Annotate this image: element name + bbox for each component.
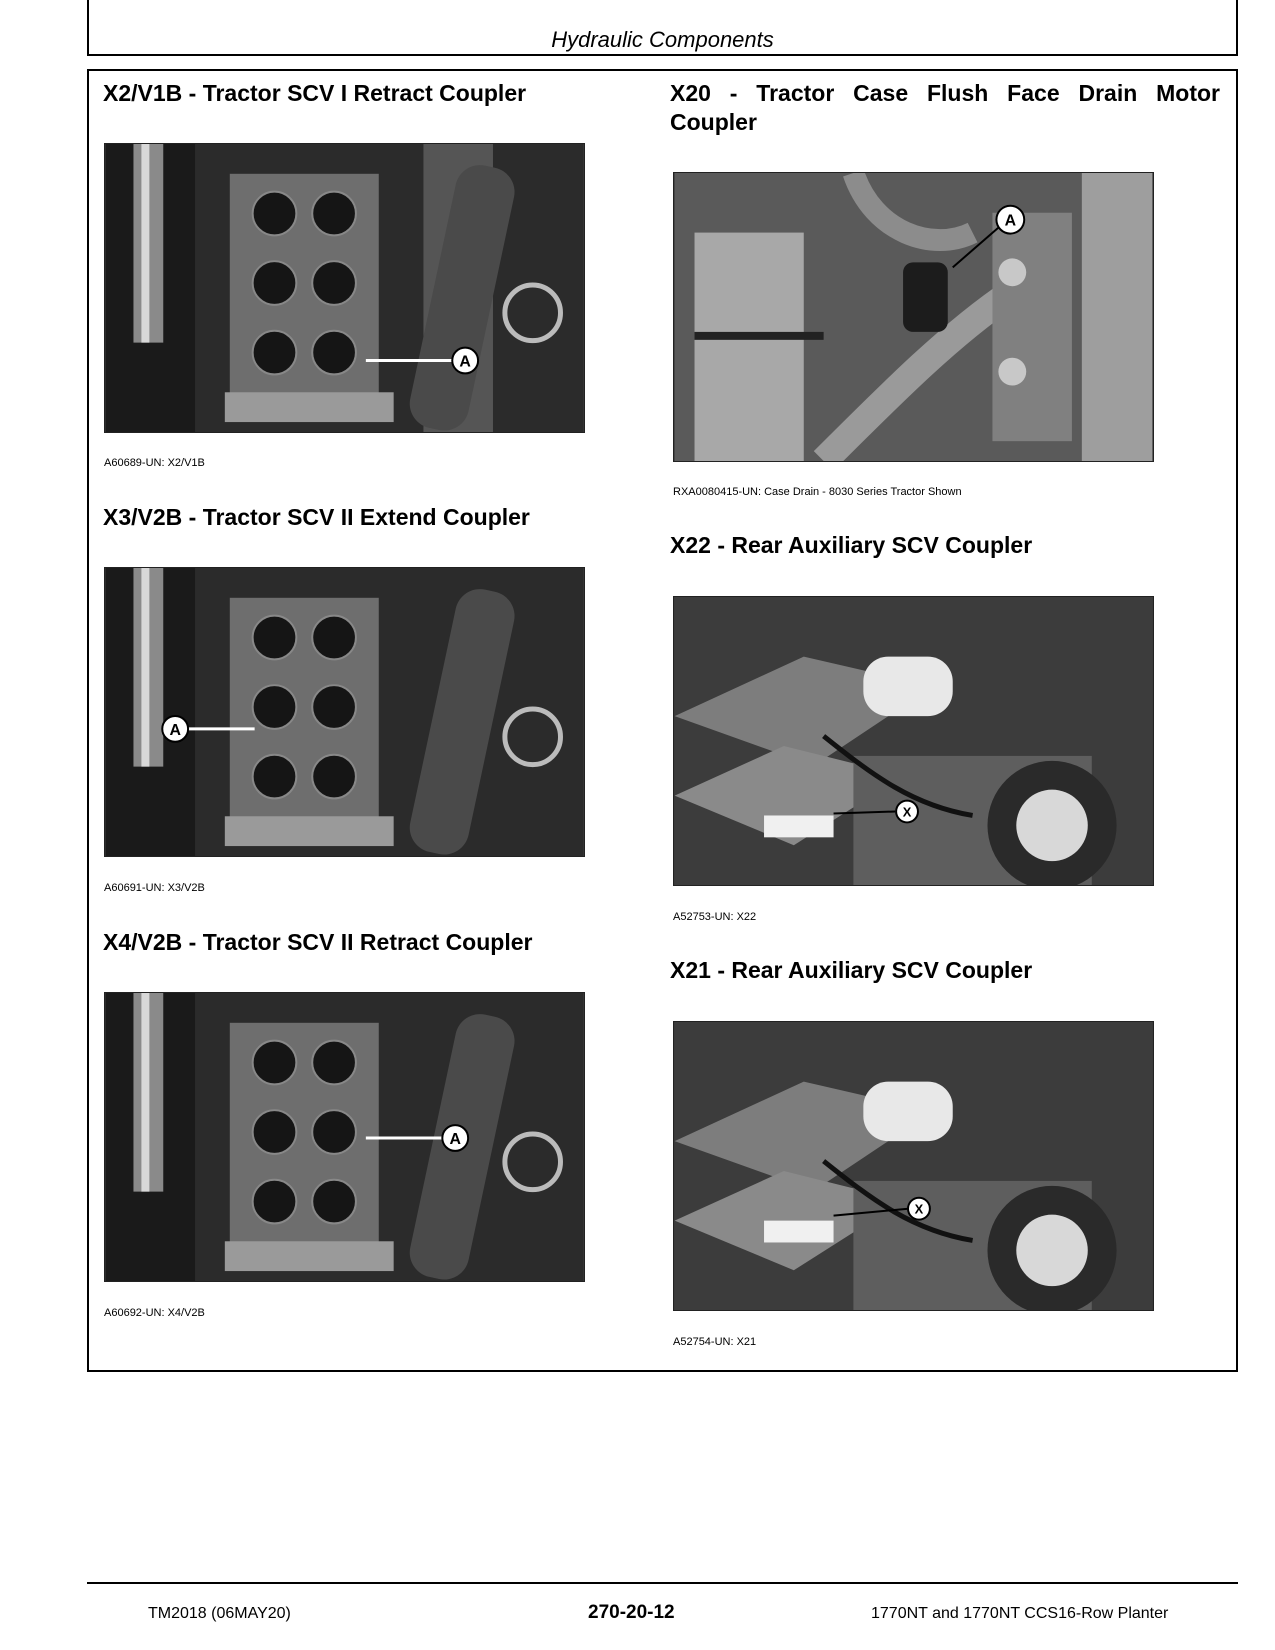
callout-label: X xyxy=(914,1201,924,1217)
figure-caption: A52754-UN: X21 xyxy=(673,1336,757,1348)
footer-page-number: 270-20-12 xyxy=(588,1602,675,1623)
figure-caption: A60692-UN: X4/V2B xyxy=(104,1307,205,1319)
section-title-x20: X20 - Tractor Case Flush Face Drain Motor Coupler xyxy=(670,80,1220,135)
footer-rule xyxy=(87,1582,1238,1584)
section-title-x2-v1b: X2/V1B - Tractor SCV I Retract Coupler xyxy=(103,80,527,106)
callout-label: A xyxy=(449,1130,461,1148)
section-title-x4-v2b: X4/V2B - Tractor SCV II Retract Coupler xyxy=(103,929,533,955)
figure-caption: A60691-UN: X3/V2B xyxy=(104,882,205,894)
callout-label: A xyxy=(169,721,181,739)
photo-x22 xyxy=(673,596,1154,886)
photo-x4-v2b xyxy=(104,992,585,1282)
page-header xyxy=(87,0,1238,56)
photo-x2-v1b xyxy=(104,143,585,433)
footer-product: 1770NT and 1770NT CCS16-Row Planter xyxy=(871,1605,1169,1622)
footer-doc-id: TM2018 (06MAY20) xyxy=(148,1605,291,1622)
photo-x3-v2b xyxy=(104,567,585,857)
callout-label: A xyxy=(459,353,471,371)
figure-caption: A52753-UN: X22 xyxy=(673,911,757,923)
section-title-x22: X22 - Rear Auxiliary SCV Coupler xyxy=(670,532,1033,558)
figure-caption: RXA0080415-UN: Case Drain - 8030 Series Tractor Shown xyxy=(673,486,962,498)
callout-label: X xyxy=(902,804,912,820)
callout-label: A xyxy=(1004,212,1017,230)
section-title-x21: X21 - Rear Auxiliary SCV Coupler xyxy=(670,957,1033,983)
section-title-x3-v2b: X3/V2B - Tractor SCV II Extend Coupler xyxy=(103,504,530,530)
photo-x20 xyxy=(673,172,1154,462)
header-title: Hydraulic Components xyxy=(551,27,774,52)
figure-caption: A60689-UN: X2/V1B xyxy=(104,457,205,469)
photo-x21 xyxy=(673,1021,1154,1311)
